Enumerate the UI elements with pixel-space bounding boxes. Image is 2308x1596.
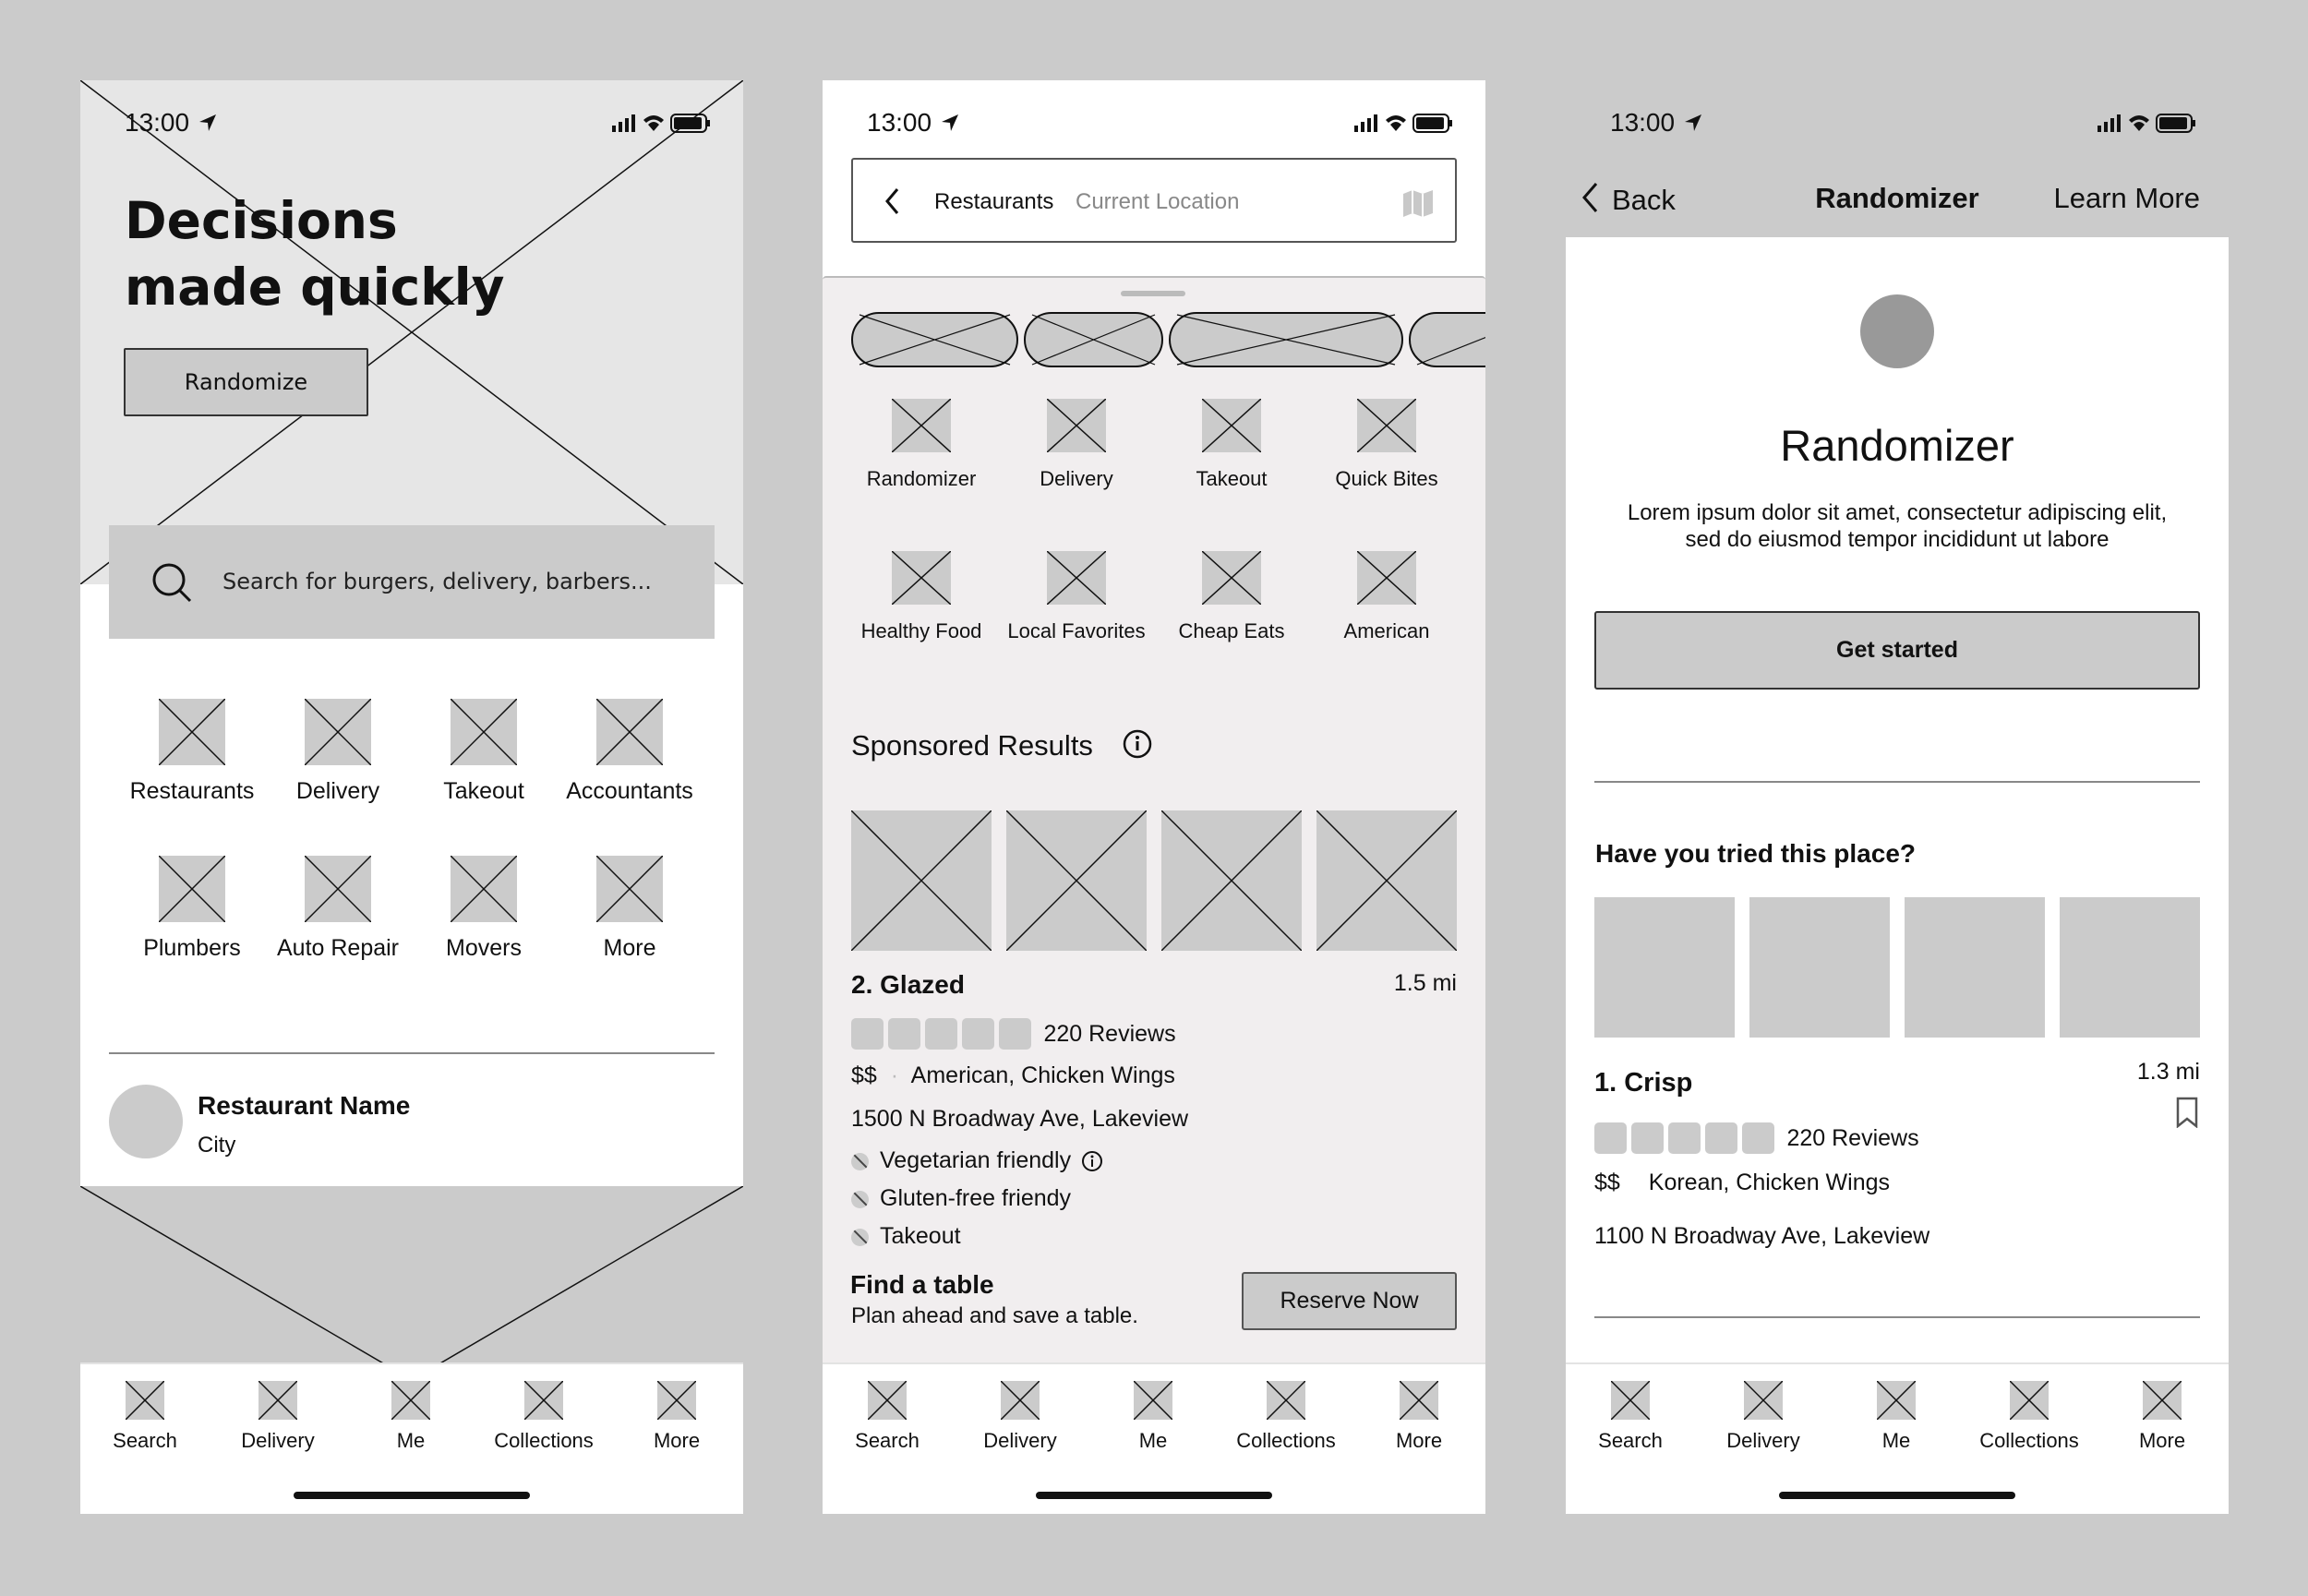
rating-stars — [1594, 1122, 1919, 1154]
home-indicator — [1036, 1492, 1272, 1499]
category-label: Restaurants — [129, 778, 255, 804]
status-time: 13:00 — [867, 108, 932, 137]
headline-line-2: made quickly — [125, 258, 505, 317]
cuisine: American, Chicken Wings — [910, 1062, 1175, 1088]
filter-chips[interactable] — [823, 311, 1485, 370]
get-started-button[interactable]: Get started — [1594, 611, 2200, 690]
home-indicator — [1779, 1492, 2015, 1499]
business-image — [80, 1186, 743, 1380]
find-table-subtitle: Plan ahead and save a table. — [851, 1303, 1138, 1328]
category-icon — [892, 399, 951, 452]
status-time: 13:00 — [1610, 108, 1676, 137]
chevron-left-icon[interactable] — [884, 187, 901, 215]
category-randomizer[interactable] — [847, 399, 995, 491]
home-indicator — [294, 1492, 530, 1499]
find-table-title: Find a table — [850, 1270, 994, 1299]
more-icon — [2143, 1381, 2182, 1420]
randomizer-description — [1566, 499, 2229, 553]
cuisine: Korean, Chicken Wings — [1648, 1170, 1890, 1195]
tab-bar — [80, 1362, 743, 1514]
reserve-now-button[interactable]: Reserve Now — [1242, 1272, 1457, 1330]
disabled-icon — [851, 1153, 869, 1170]
category-restaurants[interactable] — [118, 699, 266, 805]
category-label: Randomizer — [866, 467, 977, 490]
address: 1500 N Broadway Ave, Lakeview — [851, 1106, 1189, 1132]
category-delivery[interactable] — [264, 699, 412, 805]
category-label: Cheap Eats — [1178, 619, 1285, 642]
tab-label: More — [1395, 1429, 1443, 1452]
tab-me[interactable] — [1832, 1381, 1961, 1453]
address: 1100 N Broadway Ave, Lakeview — [1594, 1223, 1930, 1249]
category-label: Takeout — [443, 778, 524, 804]
category-icon — [159, 856, 225, 922]
category-label: Healthy Food — [860, 619, 982, 642]
more-icon — [657, 1381, 696, 1420]
category-healthy-food[interactable] — [847, 551, 995, 643]
tab-label: Collections — [1236, 1429, 1336, 1452]
me-icon — [1134, 1381, 1172, 1420]
category-icon — [451, 699, 517, 765]
tab-label: Delivery — [983, 1429, 1057, 1452]
tab-delivery[interactable] — [1699, 1381, 1828, 1453]
feature-label: Vegetarian friendly — [880, 1147, 1072, 1173]
feature-gluten-free — [851, 1185, 1071, 1212]
search-input[interactable]: Search for burgers, delivery, barbers... — [222, 569, 652, 594]
category-takeout[interactable] — [1158, 399, 1305, 491]
category-accountants[interactable] — [556, 699, 703, 805]
feature-label: Takeout — [880, 1223, 961, 1249]
result-photo[interactable] — [1006, 810, 1147, 951]
avatar — [109, 1085, 183, 1158]
category-cheap-eats[interactable] — [1158, 551, 1305, 643]
category-icon — [305, 856, 371, 922]
business-name[interactable]: Restaurant Name — [198, 1091, 411, 1120]
me-icon — [1877, 1381, 1916, 1420]
category-label: Plumbers — [143, 935, 241, 961]
randomizer-title: Randomizer — [1780, 421, 2014, 470]
status-signal-wifi-battery-icon — [2098, 112, 2197, 134]
tab-label: Me — [1138, 1429, 1168, 1452]
result-photo[interactable] — [851, 810, 992, 951]
learn-more-link[interactable]: Learn More — [2053, 182, 2200, 214]
tab-label: Me — [396, 1429, 426, 1452]
tab-label: Search — [1598, 1429, 1663, 1452]
info-icon[interactable] — [1081, 1150, 1103, 1172]
feature-vegetarian — [851, 1147, 1103, 1174]
tab-label: Collections — [1979, 1429, 2079, 1452]
sponsored-title: Sponsored Results — [851, 729, 1093, 762]
tab-search[interactable] — [1566, 1381, 1695, 1453]
category-icon — [1047, 399, 1106, 452]
tab-search[interactable] — [80, 1381, 210, 1453]
category-icon — [305, 699, 371, 765]
category-quick-bites[interactable] — [1313, 399, 1461, 491]
category-label: Delivery — [1040, 467, 1113, 490]
category-label: Takeout — [1196, 467, 1268, 490]
divider — [1594, 1316, 2200, 1318]
price-level: $$ — [1594, 1170, 1620, 1195]
location-field[interactable]: Current Location — [1076, 189, 1240, 214]
location-arrow-icon — [941, 114, 959, 132]
category-icon — [451, 856, 517, 922]
search-icon — [151, 562, 192, 603]
screen-randomizer — [1566, 80, 2229, 1514]
result-photo[interactable] — [1161, 810, 1302, 951]
description-line: sed do eiusmod tempor incididunt ut labore — [1685, 527, 2110, 552]
feature-takeout — [851, 1223, 961, 1250]
tab-collections[interactable] — [1221, 1381, 1351, 1453]
price-cuisine: $$ · American, Chicken Wings — [851, 1062, 1175, 1088]
search-icon — [126, 1381, 164, 1420]
category-american[interactable] — [1313, 551, 1461, 643]
divider — [1594, 781, 2200, 783]
category-local-favorites[interactable] — [1003, 551, 1150, 643]
tab-search[interactable] — [823, 1381, 952, 1453]
tab-label: Search — [113, 1429, 177, 1452]
price-cuisine — [1594, 1170, 1890, 1196]
category-label: Auto Repair — [276, 935, 400, 961]
randomize-button[interactable]: Randomize — [124, 348, 368, 416]
category-icon — [1202, 551, 1261, 605]
category-icon — [159, 699, 225, 765]
me-icon — [391, 1381, 430, 1420]
category-label: Delivery — [295, 778, 380, 804]
category-icon — [596, 699, 663, 765]
result-photo[interactable] — [1316, 810, 1457, 951]
info-icon[interactable] — [1122, 728, 1153, 760]
place-distance: 1.3 mi — [2136, 1059, 2200, 1085]
business-city: City — [198, 1133, 236, 1158]
price-level: $$ — [851, 1062, 877, 1088]
status-signal-wifi-battery-icon — [612, 112, 712, 134]
tab-me[interactable] — [346, 1381, 475, 1453]
tab-label: Search — [855, 1429, 920, 1452]
category-label: Local Favorites — [1007, 619, 1146, 642]
category-icon — [1202, 399, 1261, 452]
delivery-icon — [1001, 1381, 1040, 1420]
review-count: 220 Reviews — [1786, 1124, 1919, 1151]
rating-stars — [851, 1018, 1176, 1050]
category-label: Accountants — [566, 778, 693, 804]
sheet-handle[interactable] — [1121, 291, 1185, 296]
search-icon — [868, 1381, 907, 1420]
tab-delivery[interactable] — [956, 1381, 1085, 1453]
headline-line-1: Decisions — [125, 191, 398, 250]
header-title: Randomizer — [1815, 182, 1979, 214]
search-term: Restaurants — [934, 189, 1054, 214]
tab-more[interactable] — [1354, 1381, 1484, 1453]
place-name[interactable]: 1. Crisp — [1594, 1068, 1693, 1098]
status-signal-wifi-battery-icon — [1354, 112, 1454, 134]
tab-more[interactable] — [612, 1381, 741, 1453]
disabled-icon — [851, 1191, 869, 1208]
tab-label: Delivery — [1726, 1429, 1800, 1452]
category-icon — [1357, 551, 1416, 605]
tried-title: Have you tried this place? — [1595, 839, 1916, 868]
tab-label: Collections — [494, 1429, 594, 1452]
description-line: Lorem ipsum dolor sit amet, consectetur adipiscing elit, — [1627, 500, 2168, 525]
collections-icon — [1267, 1381, 1305, 1420]
tab-bar — [1566, 1362, 2229, 1514]
place-photo[interactable] — [1905, 897, 2045, 1038]
tab-label: Me — [1881, 1429, 1911, 1452]
randomizer-logo — [1860, 294, 1934, 368]
divider — [109, 1052, 715, 1054]
hero-headline — [125, 187, 505, 320]
category-label: More — [603, 935, 656, 961]
status-bar — [80, 80, 743, 173]
screen-home — [80, 80, 743, 1514]
screen-search-results — [823, 80, 1485, 1514]
map-icon[interactable] — [1402, 189, 1434, 217]
disabled-icon — [851, 1229, 869, 1246]
more-icon — [1400, 1381, 1438, 1420]
feature-label: Gluten-free friendy — [880, 1185, 1072, 1211]
tab-label: More — [2138, 1429, 2186, 1452]
category-icon — [1357, 399, 1416, 452]
collections-icon — [524, 1381, 563, 1420]
category-delivery[interactable] — [1003, 399, 1150, 491]
category-icon — [892, 551, 951, 605]
tab-collections[interactable] — [1965, 1381, 2094, 1453]
search-icon — [1611, 1381, 1650, 1420]
result-distance: 1.5 mi — [1393, 970, 1457, 996]
location-arrow-icon — [1684, 114, 1702, 132]
category-takeout[interactable] — [410, 699, 558, 805]
category-label: Movers — [446, 935, 522, 961]
place-photo[interactable] — [1749, 897, 1890, 1038]
category-more[interactable] — [556, 856, 703, 962]
delivery-icon — [258, 1381, 297, 1420]
tab-me[interactable] — [1088, 1381, 1218, 1453]
category-icon — [596, 856, 663, 922]
bookmark-icon[interactable] — [2175, 1097, 2199, 1128]
location-arrow-icon — [198, 114, 217, 132]
tab-more[interactable] — [2098, 1381, 2227, 1453]
category-auto-repair[interactable] — [264, 856, 412, 962]
status-bar — [1566, 80, 2229, 173]
search-field[interactable] — [851, 158, 1457, 243]
tab-collections[interactable] — [479, 1381, 608, 1453]
result-name[interactable]: 2. Glazed — [851, 970, 965, 999]
category-movers[interactable] — [410, 856, 558, 962]
place-photo[interactable] — [1594, 897, 1735, 1038]
place-photo[interactable] — [2060, 897, 2200, 1038]
tab-delivery[interactable] — [213, 1381, 343, 1453]
status-time: 13:00 — [125, 108, 190, 137]
tab-bar — [823, 1362, 1485, 1514]
search-bar[interactable] — [109, 525, 715, 639]
category-label: Quick Bites — [1335, 467, 1438, 490]
tab-label: More — [653, 1429, 701, 1452]
delivery-icon — [1744, 1381, 1783, 1420]
category-plumbers[interactable] — [118, 856, 266, 962]
collections-icon — [2010, 1381, 2049, 1420]
review-count: 220 Reviews — [1043, 1020, 1176, 1047]
back-label: Back — [1612, 184, 1676, 216]
category-icon — [1047, 551, 1106, 605]
category-label: American — [1343, 619, 1430, 642]
tab-label: Delivery — [241, 1429, 315, 1452]
